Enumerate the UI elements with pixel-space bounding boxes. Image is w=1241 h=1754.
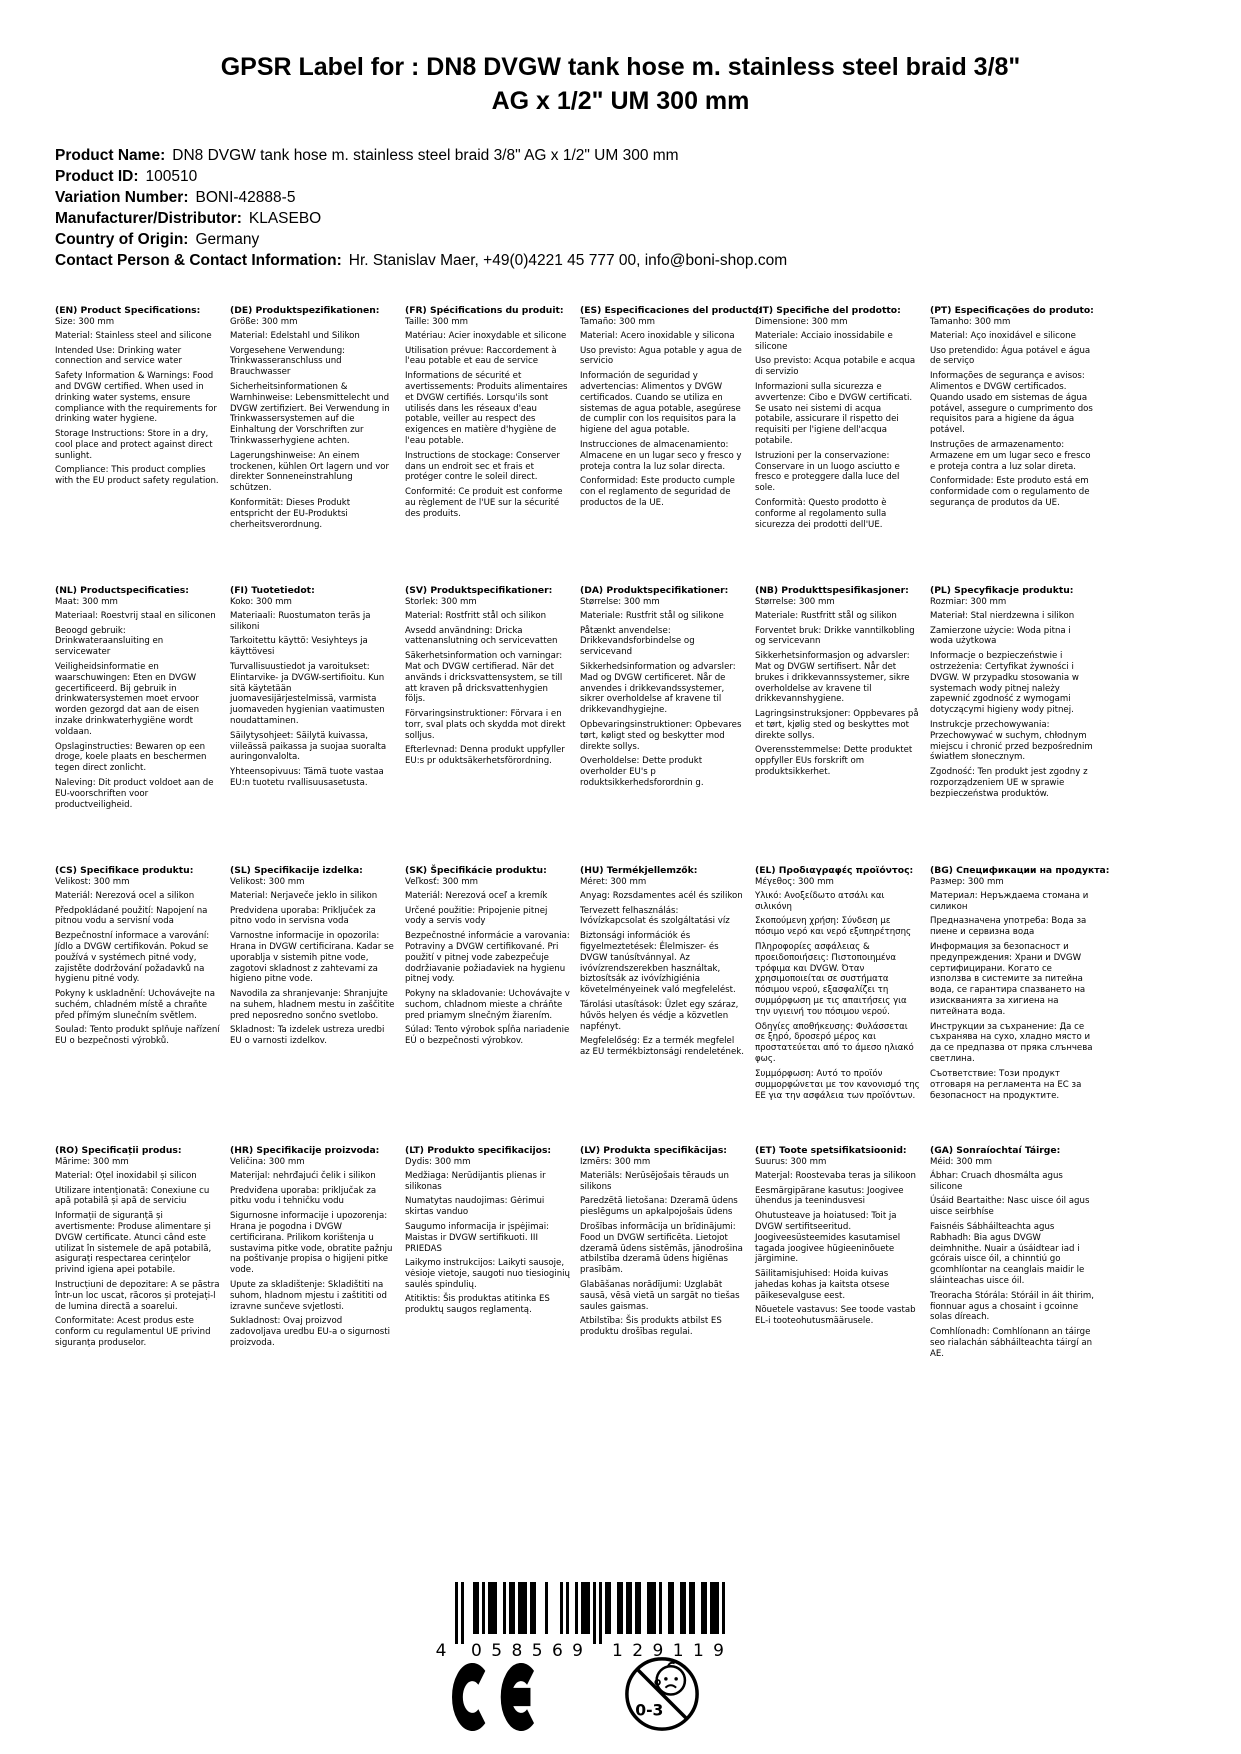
spec-paragraph: Размер: 300 mm [930, 876, 1004, 887]
spec-paragraph: Størrelse: 300 mm [755, 596, 835, 607]
spec-block-de [230, 305, 395, 585]
spec-paragraph: Treoracha Stórála: Stóráil in áit thirim, fionnuar agus a chosaint i gcoinne solas díreach. [930, 1290, 1094, 1323]
spec-paragraph: Vorgesehene Verwendung: Trinkwasseranschluss und Brauchwasser [230, 345, 346, 378]
spec-paragraph: Informacje o bezpieczeństwie i ostrzeżenia: Certyfikat żywności i DVGW. W przypadku stosowania w systemach wody pitnej należy zapewnić zgodność z wymogami dotyczącymi higieny wody pitnej. [930, 650, 1079, 716]
spec-paragraph: Sicherheitsinformationen & Warnhinweise: Lebensmittelecht und DVGW zertifiziert. Bei Verwendung in Trinkwassersystemen auf die Einhaltung der Vorschriften zur Trinkwasserhygiene achten. [230, 381, 390, 447]
spec-paragraph: Safety Information & Warnings: Food and DVGW certified. When used in drinking water systems, ensure compliance with the requirements for drinking water hygiene. [55, 370, 217, 425]
spec-paragraph: Eesmärgipärane kasutus: Joogivee ühendus ja teenindusvesi [755, 1185, 904, 1207]
spec-block-el [755, 865, 920, 1145]
product-info-row [55, 229, 1241, 250]
spec-paragraph: Dimensione: 300 mm [755, 316, 848, 327]
spec-block-header: (GA) Sonraíochtaí Táirge: [930, 1145, 1061, 1156]
barcode-digit-lead: 4 [435, 1641, 447, 1661]
spec-paragraph: Koko: 300 mm [230, 596, 292, 607]
product-info-label: Product ID: [55, 168, 139, 185]
spec-paragraph: Medžiaga: Nerūdijantis plienas ir silikonas [405, 1171, 546, 1192]
spec-paragraph: Méid: 300 mm [930, 1156, 993, 1167]
product-info [55, 145, 1241, 271]
spec-paragraph: Sikkerhetsinformasjon og advarsler: Mat og DVGW sertifisert. Når det brukes i drikkevannssystemer, sikre overholdelse av kravene til drikkevannshygiene. [755, 650, 910, 705]
spec-paragraph: Инструкции за съхранение: Да се съхранява на сухо, хладно място и да се предпазва от пряка слънчева светлина. [930, 1021, 1093, 1065]
spec-paragraph: Maat: 300 mm [55, 596, 118, 607]
spec-block-sl [230, 865, 395, 1145]
spec-paragraph: Materiāls: Nerūsējošais tērauds un silikons [580, 1171, 729, 1192]
spec-paragraph: Size: 300 mm [55, 316, 115, 327]
spec-block-pt [930, 305, 1095, 585]
spec-paragraph: Informații de siguranță și avertismente: Produse alimentare și DVGW certificate. Atunci când este utilizat în sistemele de apă potabilă, asigurați respectarea cerințelor privind igiena apei potabile. [55, 1210, 212, 1276]
spec-paragraph: Materijal: nehrđajući čelik i silikon [230, 1171, 376, 1182]
spec-block-hu [580, 865, 745, 1145]
spec-block-header: (FR) Spécifications du produit: [405, 305, 564, 316]
spec-block-header: (NL) Productspecificaties: [55, 585, 189, 596]
spec-paragraph: Súlad: Tento výrobok spĺňa nariadenie EÚ o bezpečnosti výrobkov. [405, 1025, 570, 1046]
spec-paragraph: Materiale: Rustfritt stål og silikon [755, 611, 897, 622]
baby-face-icon [655, 1663, 685, 1695]
spec-paragraph: Conformité: Ce produit est conforme au règlement de l'UE sur la sécurité des produits. [405, 486, 563, 519]
page-title-line2: AG x 1/2" UM 300 mm [491, 87, 750, 115]
spec-block-header: (ET) Toote spetsifikatsioonid: [755, 1145, 907, 1156]
product-info-label: Manufacturer/Distributor: [55, 210, 242, 227]
product-info-row [55, 166, 1241, 187]
product-info-row [55, 250, 1241, 271]
spec-block-ga [930, 1145, 1095, 1425]
spec-paragraph: Säilitamisjuhised: Hoida kuivas jahedas kohas ja kaitsta otsese päikesevalguse eest. [755, 1268, 890, 1301]
product-info-row [55, 208, 1241, 229]
spec-paragraph: Opslaginstructies: Bewaren op een droge, koele plaats en beschermen tegen direct zonlicht. [55, 741, 207, 774]
spec-paragraph: Avsedd användning: Dricka vattenanslutning och servicevatten [405, 625, 558, 647]
spec-paragraph: Tamaño: 300 mm [580, 316, 655, 327]
spec-block-header: (HU) Termékjellemzők: [580, 865, 698, 876]
spec-block-es [580, 305, 762, 585]
product-info-value: Hr. Stanislav Maer, +49(0)4221 45 777 00, info@boni-shop.com [348, 252, 788, 269]
spec-paragraph: Mărime: 300 mm [55, 1156, 129, 1167]
spec-paragraph: Uso pretendido: Água potável e água de serviço [930, 345, 1091, 367]
spec-paragraph: Материал: Неръждаема стомана и силикон [930, 891, 1089, 912]
spec-paragraph: Säkerhetsinformation och varningar: Mat och DVGW certifierad. När det används i dricksvattensystem, se till att kraven på dricksvattenhygien följs. [405, 650, 563, 705]
spec-paragraph: Información de seguridad y advertencias: Alimentos y DVGW certificados. Cuando se utiliza en sistemas de agua potable, asegúrese de cumplir con los requisitos para la higiene del agua potable. [580, 370, 741, 436]
spec-paragraph: Tamanho: 300 mm [930, 316, 1011, 327]
spec-paragraph: Πληροφορίες ασφάλειας & προειδοποιήσεις: Πιστοποιημένα τρόφιμα και DVGW. Όταν χρησιμοποιείται σε συστήματα πόσιμου νερού, εξασφαλίζει τη συμμόρφωση με τις απαιτήσεις για την υγιεινή του πόσιμου νερού. [755, 941, 907, 1018]
spec-paragraph: Materiaal: Roestvrij staal en siliconen [55, 611, 216, 622]
spec-paragraph: Lagringsinstruksjoner: Oppbevares på et tørt, kjølig sted og beskyttes mot direkte sollys. [755, 708, 919, 741]
spec-paragraph: Veličina: 300 mm [230, 1156, 305, 1167]
spec-paragraph: Compliance: This product complies with the EU product safety regulation. [55, 465, 219, 486]
spec-paragraph: Paredzētā lietošana: Dzeramā ūdens pieslēgums un apkalpojošais ūdens [580, 1196, 738, 1218]
spec-paragraph: Tarkoitettu käyttö: Vesiyhteys ja käyttövesi [230, 636, 368, 658]
spec-paragraph: Materiál: Nerezová ocel a silikon [55, 891, 195, 902]
spec-paragraph: Sukladnost: Ovaj proizvod zadovoljava uredbu EU-a o sigurnosti proizvoda. [230, 1315, 391, 1348]
spec-block-fr [405, 305, 570, 585]
spec-paragraph: Materiale: Rustfrit stål og silikone [580, 611, 724, 622]
spec-block-header: (EL) Προδιαγραφές προϊόντος: [755, 865, 914, 876]
spec-paragraph: Påtænkt anvendelse: Drikkevandsforbindelse og servicevand [580, 625, 695, 658]
age-warning [623, 1655, 701, 1737]
spec-block-header: (SL) Specifikacije izdelka: [230, 865, 363, 876]
product-info-value: BONI-42888-5 [195, 189, 296, 206]
spec-paragraph: Material: Rostfritt stål och silikon [405, 611, 547, 622]
spec-block-header: (SK) Špecifikácie produktu: [405, 865, 547, 876]
spec-block-da [580, 585, 745, 865]
spec-paragraph: Bezpečnostní informace a varování: Jídlo a DVGW certifikován. Pokud se používá v systémech pitné vody, zajistěte dodržování požadavků na hygienu pitné vody. [55, 930, 210, 985]
spec-paragraph: Intended Use: Drinking water connection and service water [55, 345, 182, 367]
spec-paragraph: Größe: 300 mm [230, 316, 298, 327]
spec-paragraph: Saugumo informacija ir įspėjimai: Maistas ir DVGW sertifikuoti. III PRIEDAS [405, 1221, 550, 1254]
spec-paragraph: Atbilstība: Šis produkts atbilst ES produktu drošības regulai. [580, 1315, 722, 1337]
spec-paragraph: Sigurnosne informacije i upozorenja: Hrana je pogodna i DVGW certificirana. Prilikom korištenja u sustavima pitke vode, obratite pažnju na poštivanje propisa o higijeni pitke vode. [230, 1210, 393, 1276]
spec-block-it [755, 305, 920, 585]
spec-paragraph: Informações de segurança e avisos: Alimentos e DVGW certificados. Quando usado em sistemas de água potável, assegure o cumprimento dos requisitos para a higiene da água potável. [930, 370, 1093, 436]
spec-paragraph: Storage Instructions: Store in a dry, cool place and protect against direct sunlight. [55, 428, 213, 461]
spec-paragraph: Glabāšanas norādījumi: Uzglabāt sausā, vēsā vietā un sargāt no tiešas saules gaismas. [580, 1279, 740, 1312]
spec-paragraph: Laikymo instrukcijos: Laikyti sausoje, vėsioje vietoje, saugoti nuo tiesioginių saulės spindulių. [405, 1257, 570, 1290]
spec-paragraph: Upute za skladištenje: Skladištiti na suhom, hladnom mjestu i zaštititi od izravne sunčeve svjetlosti. [230, 1279, 387, 1312]
spec-paragraph: Uso previsto: Acqua potabile e acqua di servizio [755, 356, 916, 378]
spec-paragraph: Conformidade: Este produto está em conformidade com o regulamento de segurança de produtos da UE. [930, 475, 1090, 508]
spec-paragraph: Biztonsági információk és figyelmeztetések: Élelmiszer- és DVGW tanúsítvánnyal. Az ivóvízrendszerekben használtak, biztosítsák az ivóvízhigiénia követelményeinek való megfelelést. [580, 930, 736, 996]
spec-paragraph: Instrukcje przechowywania: Przechowywać w suchym, chłodnym miejscu i chronić przed bezpośrednim światłem słonecznym. [930, 719, 1093, 763]
spec-paragraph: Tervezett felhasználás: Ivóvízkapcsolat és szolgáltatási víz [580, 905, 730, 927]
spec-block-en [55, 305, 220, 585]
page-title-line1: GPSR Label for : DN8 DVGW tank hose m. stainless steel braid 3/8" [220, 53, 1021, 81]
spec-paragraph: Informazioni sulla sicurezza e avvertenze: Cibo e DVGW certificati. Se usato nei sistemi di acqua potabile, assicurare il rispetto dei requisiti per l'igiene dell'acqua potabile. [755, 381, 913, 447]
spec-paragraph: Pokyny na skladovanie: Uchovávajte v suchom, chladnom mieste a chráňte pred priamym slnečným žiarením. [405, 988, 570, 1021]
spec-paragraph: Съответствие: Този продукт отговаря на регламента на ЕС за безопасност на продуктите. [930, 1068, 1082, 1101]
spec-block-header: (BG) Спецификации на продукта: [930, 865, 1110, 876]
spec-block-et [755, 1145, 920, 1425]
spec-paragraph: Izmērs: 300 mm [580, 1156, 651, 1167]
product-info-label: Product Name: [55, 147, 166, 164]
spec-paragraph: Megfelelőség: Ez a termék megfelel az EU termékbiztonsági rendeletének. [580, 1035, 744, 1057]
barcode-digits-right: 129119 [612, 1641, 724, 1661]
spec-paragraph: Úsáid Beartaithe: Nasc uisce óil agus uisce seirbhíse [930, 1196, 1090, 1218]
spec-paragraph: Určené použitie: Pripojenie pitnej vody a servis vody [405, 905, 548, 927]
spec-paragraph: Material: Stainless steel and silicone [55, 331, 212, 342]
spec-paragraph: Materiaali: Ruostumaton teräs ja silikoni [230, 611, 371, 632]
spec-block-nl [55, 585, 220, 865]
spec-paragraph: Conformità: Questo prodotto è conforme al regolamento sulla sicurezza dei prodotti dell'UE. [755, 497, 887, 530]
spec-paragraph: Utilisation prévue: Raccordement à l'eau potable et eau de service [405, 345, 557, 367]
spec-paragraph: Μέγεθος: 300 mm [755, 876, 834, 887]
spec-paragraph: Säilytysohjeet: Säilytä kuivassa, viileässä paikassa ja suojaa suoralta auringonvalolta. [230, 730, 387, 763]
spec-paragraph: Предназначена употреба: Вода за пиене и сервизна вода [930, 916, 1087, 938]
spec-paragraph: Lagerungshinweise: An einem trockenen, kühlen Ort lagern und vor direkter Sonneneinstrahlung schützen. [230, 450, 390, 494]
product-info-row [55, 187, 1241, 208]
spec-paragraph: Veiligheidsinformatie en waarschuwingen: Eten en DVGW gecertificeerd. Bij gebruik in drinkwatersystemen moet ervoor worden gezorgd dat aan de eisen inzake drinkwaterhygiëne wordt voldaan. [55, 661, 200, 738]
spec-paragraph: Bezpečnostné informácie a varovania: Potraviny a DVGW certifikované. Pri použití v pitnej vode zabezpečuje dodržiavanie požiadaviek na hygienu pitnej vody. [405, 930, 570, 985]
spec-paragraph: Информация за безопасност и предупреждения: Храни и DVGW сертифицирани. Когато се използва в системите за питейна вода, се гарантира спазването на изискванията за хигиена на питейната вода. [930, 941, 1086, 1018]
spec-block-header: (NB) Produkttspesifikasjoner: [755, 585, 909, 596]
spec-block-header: (IT) Specifiche del prodotto: [755, 305, 901, 316]
product-info-value: DN8 DVGW tank hose m. stainless steel braid 3/8" AG x 1/2" UM 300 mm [172, 147, 679, 164]
spec-block-header: (DE) Produktspezifikationen: [230, 305, 380, 316]
spec-paragraph: Naleving: Dit product voldoet aan de EU-voorschriften voor productveiligheid. [55, 777, 214, 810]
product-info-value: Germany [195, 231, 260, 248]
spec-block-header: (CS) Specifikace produktu: [55, 865, 194, 876]
spec-paragraph: Materiale: Acciaio inossidabile e silicone [755, 331, 893, 352]
spec-paragraph: Instruções de armazenamento: Armazene em um lugar seco e fresco e proteja contra a luz solar direta. [930, 439, 1091, 472]
spec-paragraph: Förvaringsinstruktioner: Förvara i en torr, sval plats och skydda mot direkt solljus. [405, 708, 566, 741]
spec-paragraph: Συμμόρφωση: Αυτό το προϊόν συμμορφώνεται με τον κανονισμό της ΕΕ για την ασφάλεια των προϊόντων. [755, 1068, 920, 1101]
age-warning-icon [623, 1655, 701, 1733]
spec-block-header: (PL) Specyfikacje produktu: [930, 585, 1074, 596]
spec-block-ro [55, 1145, 220, 1425]
spec-paragraph: Materiál: Nerezová oceľ a kremík [405, 891, 548, 902]
product-info-value: KLASEBO [248, 210, 322, 227]
spec-paragraph: Instrucțiuni de depozitare: A se păstra într-un loc uscat, răcoros și protejați-l de lumina directă a soarelui. [55, 1279, 220, 1312]
spec-block-cs [55, 865, 220, 1145]
spec-block-bg [930, 865, 1110, 1145]
spec-paragraph: Méret: 300 mm [580, 876, 647, 887]
ce-mark [452, 1663, 544, 1735]
spec-paragraph: Ábhar: Cruach dhosmálta agus silicone [930, 1171, 1063, 1192]
spec-block-header: (LV) Produkta specifikācijas: [580, 1145, 727, 1156]
spec-block-hr [230, 1145, 395, 1425]
spec-paragraph: Rozmiar: 300 mm [930, 596, 1007, 607]
spec-paragraph: Anyag: Rozsdamentes acél és szilikon [580, 891, 743, 902]
spec-paragraph: Sikkerhedsinformation og advarsler: Mad og DVGW certificeret. Når de anvendes i drikkevandssystemer, sikrer overholdelse af kravene til drikkevandhygiejne. [580, 661, 736, 716]
spec-paragraph: Velikost: 300 mm [230, 876, 305, 887]
spec-paragraph: Efterlevnad: Denna produkt uppfyller EU:s pr oduktsäkerhetsförordning. [405, 745, 565, 766]
spec-paragraph: Materjal: Roostevaba teras ja silikoon [755, 1171, 916, 1182]
spec-paragraph: Σκοπούμενη χρήση: Σύνδεση με πόσιμο νερό και νερό εξυπηρέτησης [755, 916, 912, 938]
product-info-label: Variation Number: [55, 189, 189, 206]
spec-paragraph: Comhlíonadh: Comhlíonann an táirge seo rialachán sábháilteachta táirgí an AE. [930, 1326, 1093, 1359]
spec-paragraph: Numatytas naudojimas: Gėrimui skirtas vanduo [405, 1196, 545, 1218]
barcode [425, 1582, 745, 1666]
spec-block-header: (EN) Product Specifications: [55, 305, 201, 316]
spec-paragraph: Opbevaringsinstruktioner: Opbevares tørt, køligt sted og beskytter mod direkte sollys. [580, 719, 742, 752]
spec-block-header: (SV) Produktspecifikationer: [405, 585, 553, 596]
spec-paragraph: Conformidad: Este producto cumple con el reglamento de seguridad de productos de la UE. [580, 475, 735, 508]
spec-paragraph: Suurus: 300 mm [755, 1156, 827, 1167]
barcode-digits-left: 058569 [471, 1641, 583, 1661]
spec-paragraph: Storlek: 300 mm [405, 596, 477, 607]
spec-paragraph: Zamierzone użycie: Woda pitna i woda użytkowa [930, 625, 1071, 647]
spec-paragraph: Uso previsto: Agua potable y agua de servicio [580, 345, 742, 367]
spec-paragraph: Predviđena uporaba: priključak za pitku vodu i tehničku vodu [230, 1185, 377, 1207]
spec-block-header: (PT) Especificações do produto: [930, 305, 1094, 316]
spec-paragraph: Konformität: Dieses Produkt entspricht der EU-Produktsi cherheitsverordnung. [230, 497, 351, 530]
spec-block-sv [405, 585, 570, 865]
spec-paragraph: Overholdelse: Dette produkt overholder EU's p roduktsikkerhedsforordnin g. [580, 755, 704, 788]
spec-paragraph: Varnostne informacije in opozorila: Hrana in DVGW certificirana. Kadar se uporablja v sistemih pitne vode, zagotovi skladnost z zahtevami za higieno pitne vode. [230, 930, 394, 985]
spec-paragraph: Størrelse: 300 mm [580, 596, 660, 607]
spec-paragraph: Utilizare intenționată: Conexiune cu apă potabilă și apă de serviciu [55, 1185, 210, 1207]
spec-paragraph: Material: Edelstahl und Silikon [230, 331, 360, 342]
spec-block-header: (FI) Tuotetiedot: [230, 585, 315, 596]
age-warning-label: 0-3 [635, 1701, 664, 1720]
ean-barcode [425, 1582, 745, 1662]
spec-paragraph: Navodila za shranjevanje: Shranjujte na suhem, hladnem mestu in zaščitite pred neposredno sončno svetlobo. [230, 988, 395, 1021]
spec-block-lv [580, 1145, 745, 1425]
spec-paragraph: Οδηγίες αποθήκευσης: Φυλάσσεται σε ξηρό, δροσερό μέρος και προστατεύεται από το άμεσο ηλιακό φως. [755, 1021, 914, 1065]
spec-paragraph: Tárolási utasítások: Üzlet egy száraz, hűvös helyen és védje a közvetlen napfényt. [580, 999, 739, 1032]
spec-paragraph: Předpokládané použití: Napojení na pitnou vodu a servisní voda [55, 905, 208, 927]
spec-paragraph: Material: Nerjaveče jeklo in silikon [230, 891, 378, 902]
ce-mark-icon [452, 1663, 544, 1731]
spec-grid [55, 305, 1110, 1425]
spec-block-header: (LT) Produkto specifikacijos: [405, 1145, 552, 1156]
product-info-value: 100510 [145, 168, 198, 185]
spec-paragraph: Conformitate: Acest produs este conform cu regulamentul UE privind siguranța produselor. [55, 1315, 211, 1348]
spec-block-header: (HR) Specifikacije proizvoda: [230, 1145, 380, 1156]
spec-paragraph: Velikost: 300 mm [55, 876, 130, 887]
spec-paragraph: Skladnost: Ta izdelek ustreza uredbi EU o varnosti izdelkov. [230, 1025, 385, 1046]
spec-paragraph: Instructions de stockage: Conserver dans un endroit sec et frais et protéger contre le soleil direct. [405, 450, 560, 483]
spec-paragraph: Instrucciones de almacenamiento: Almacene en un lugar seco y fresco y proteja contra la luz solar directa. [580, 439, 742, 472]
spec-paragraph: Taille: 300 mm [405, 316, 469, 327]
spec-paragraph: Dydis: 300 mm [405, 1156, 471, 1167]
spec-paragraph: Material: Acero inoxidable y silicona [580, 331, 735, 342]
spec-paragraph: Pokyny k uskladnění: Uchovávejte na suchém, chladném místě a chraňte před přímým slunečním světlem. [55, 988, 215, 1021]
spec-paragraph: Yhteensopivuus: Tämä tuote vastaa EU:n tuotetu rvallisuusasetusta. [230, 766, 384, 788]
spec-paragraph: Drošības informācija un brīdinājumi: Food un DVGW sertificēta. Lietojot dzeramā ūdens sistēmās, jānodrošina atbilstība dzeramā ūdens higiēnas prasībām. [580, 1221, 743, 1276]
page-title [0, 0, 1241, 118]
spec-paragraph: Zgodność: Ten produkt jest zgodny z rozporządzeniem UE w sprawie bezpieczeństwa produktów. [930, 766, 1088, 799]
spec-paragraph: Matériau: Acier inoxydable et silicone [405, 331, 567, 342]
spec-paragraph: Υλικό: Ανοξείδωτο ατσάλι και σιλικόνη [755, 891, 885, 912]
spec-block-header: (DA) Produktspecifikationer: [580, 585, 729, 596]
spec-block-pl [930, 585, 1095, 865]
product-info-row [55, 145, 1241, 166]
spec-paragraph: Predvidena uporaba: Priključek za pitno vodo in servisna voda [230, 905, 376, 927]
spec-paragraph: Soulad: Tento produkt splňuje nařízení EU o bezpečnosti výrobků. [55, 1025, 220, 1046]
spec-block-header: (ES) Especificaciones del producto: [580, 305, 762, 316]
spec-paragraph: Turvallisuustiedot ja varoitukset: Elintarvike- ja DVGW-sertifioitu. Kun sitä käytetään juomavesijärjestelmissä, varmista juomaveden hygienian vaatimusten noudattaminen. [230, 661, 385, 727]
spec-paragraph: Material: Oțel inoxidabil și silicon [55, 1171, 197, 1182]
spec-paragraph: Faisnéis Sábháilteachta agus Rabhadh: Bia agus DVGW deimhnithe. Nuair a úsáidtear iad i gcórais uisce óil, a chinntiú go gcomhlíontar na ceanglais maidir le sláinteachas uisce óil. [930, 1221, 1085, 1287]
spec-paragraph: Nõuetele vastavus: See toode vastab EL-i tooteohutusmäärusele. [755, 1305, 916, 1326]
spec-paragraph: Ohutusteave ja hoiatused: Toit ja DVGW sertifitseeritud. Joogiveesüsteemides kasutamisel tagada joogivee hügieeninõuete järgimine. [755, 1210, 901, 1265]
spec-block-header: (RO) Specificații produs: [55, 1145, 182, 1156]
spec-block-lt [405, 1145, 570, 1425]
spec-paragraph: Atitiktis: Šis produktas atitinka ES produktų saugos reglamentą. [405, 1294, 550, 1316]
spec-block-fi [230, 585, 395, 865]
product-info-label: Country of Origin: [55, 231, 189, 248]
spec-paragraph: Material: Aço inoxidável e silicone [930, 331, 1076, 342]
spec-paragraph: Overensstemmelse: Dette produktet oppfyller EUs forskrift om produktsikkerhet. [755, 745, 913, 777]
spec-paragraph: Forventet bruk: Drikke vanntilkobling og servicevann [755, 625, 915, 647]
spec-paragraph: Istruzioni per la conservazione: Conservare in un luogo asciutto e fresco e proteggere dalla luce del sole. [755, 450, 900, 494]
spec-block-sk [405, 865, 570, 1145]
spec-paragraph: Beoogd gebruik: Drinkwateraansluiting en servicewater [55, 625, 164, 658]
spec-paragraph: Veľkosť: 300 mm [405, 876, 478, 887]
product-info-label: Contact Person & Contact Information: [55, 252, 342, 269]
spec-block-nb [755, 585, 920, 865]
spec-paragraph: Materiał: Stal nierdzewna i silikon [930, 611, 1075, 622]
spec-paragraph: Informations de sécurité et avertissements: Produits alimentaires et DVGW certifiés. Lorsqu'ils sont utilisés dans les réseaux d'eau potable, veiller au respect des exigences en matière d'hygiène de l'eau potable. [405, 370, 568, 447]
